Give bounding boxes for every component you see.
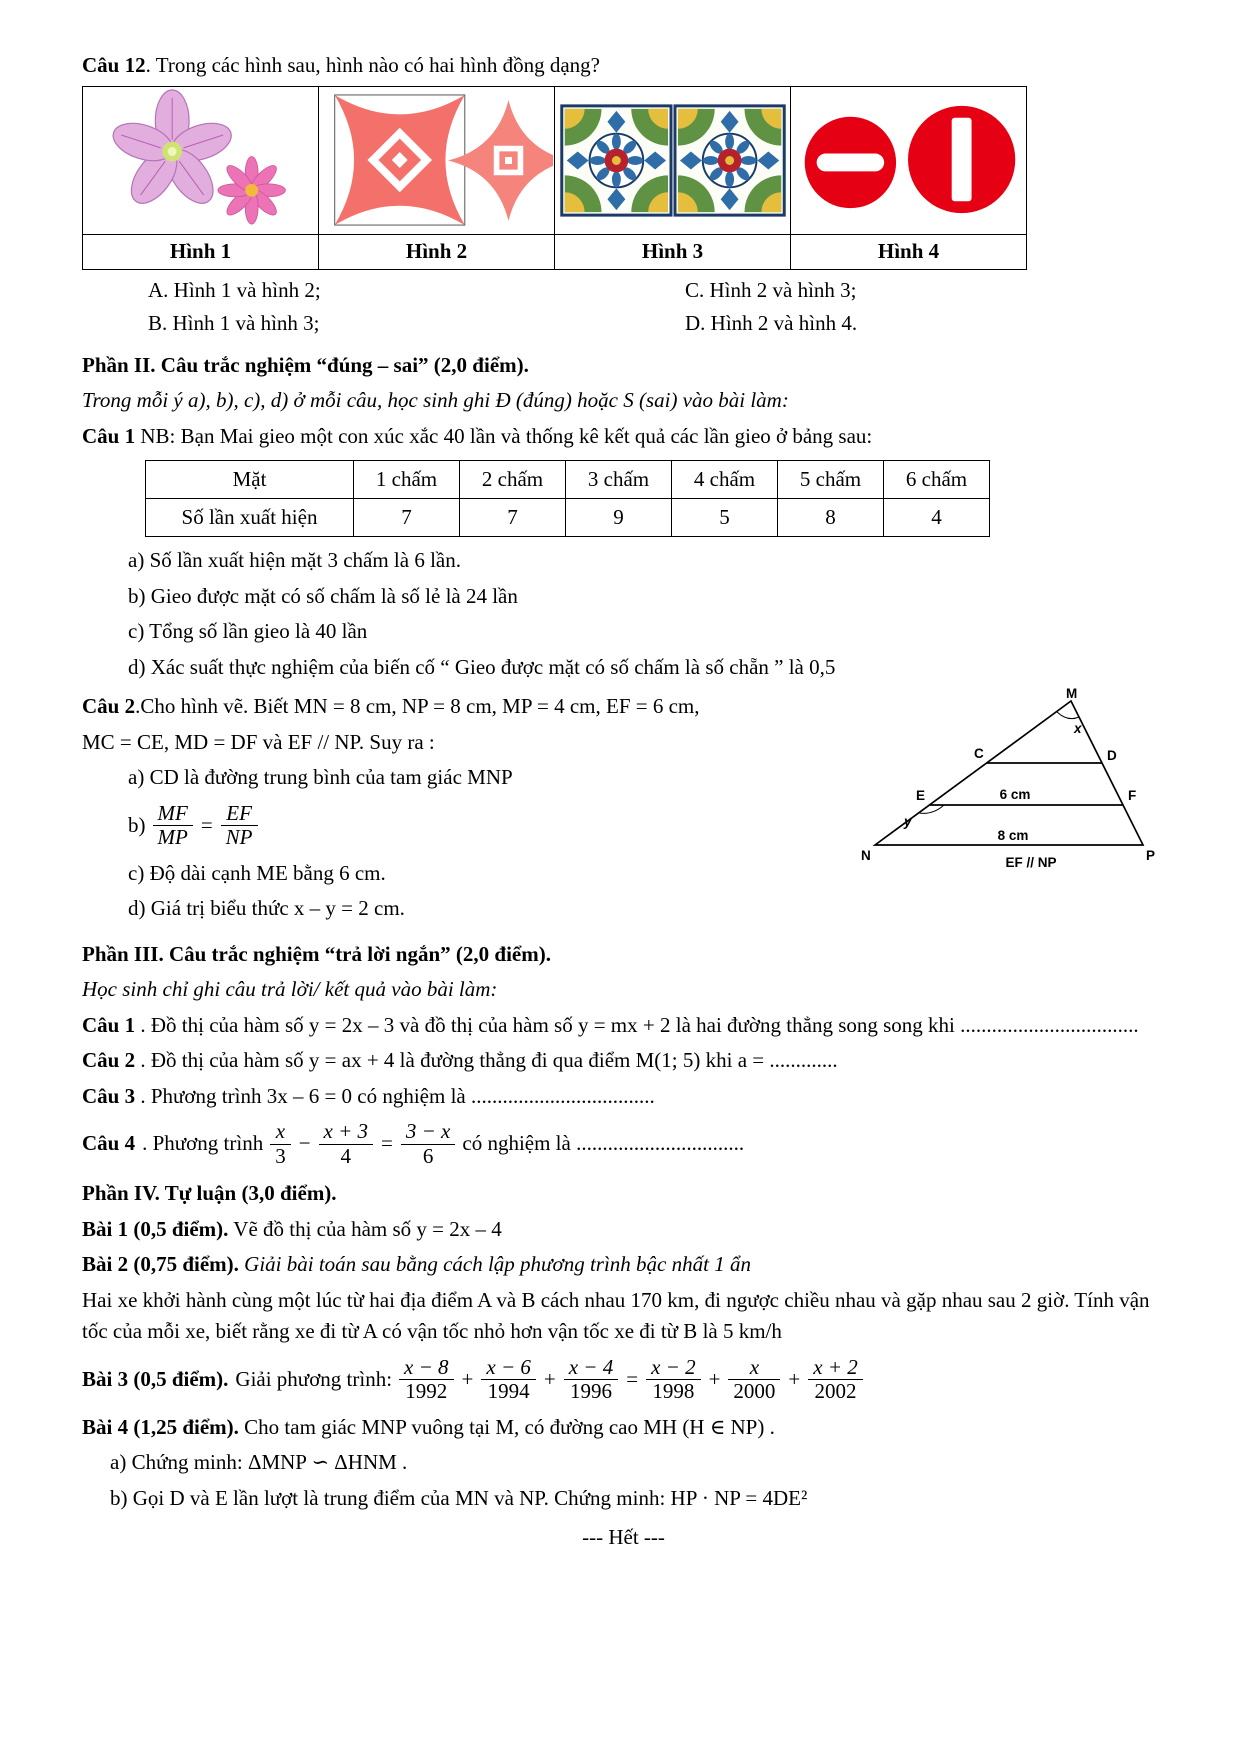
fraction-term-1: $\frac{x - 8}{1992}$ — [399, 1356, 454, 1404]
label-x: x — [1074, 721, 1082, 736]
figure-1-cell — [83, 86, 319, 234]
bai2-subtitle: Giải bài toán sau bằng cách lập phương trình bậc nhất 1 ẩn — [238, 1252, 751, 1277]
large-pinwheel — [335, 94, 465, 224]
dice-frequency-table — [145, 460, 990, 537]
figure-4-cell — [791, 86, 1027, 234]
fraction-3x-6: $\frac{3 - x}{6}$ — [401, 1120, 456, 1168]
phan2-cau2-block — [82, 687, 1165, 929]
phan2-cau1 — [82, 421, 1165, 453]
cau12-question — [82, 50, 1165, 82]
figure-3-caption: Hình 3 — [555, 234, 791, 269]
small-pinwheel — [448, 100, 553, 221]
cau2-item-d: d) Giá trị biểu thức x – y = 2 cm. — [128, 896, 405, 921]
label-N: N — [861, 848, 871, 863]
triangle-diagram — [853, 687, 1165, 877]
plus-sign: + — [543, 1366, 556, 1391]
bai1-label: Bài 1 (0,5 điểm). — [82, 1216, 229, 1241]
dice-value-2: 7 — [460, 499, 566, 537]
dice-header-6: 6 chấm — [884, 461, 990, 499]
dice-header-5: 5 chấm — [778, 461, 884, 499]
cau1-item-a: a) Số lần xuất hiện mặt 3 chấm là 6 lần. — [128, 548, 461, 572]
fraction-term-2: $\frac{x - 6}{1994}$ — [481, 1356, 536, 1404]
bai2-label: Bài 2 (0,75 điểm). — [82, 1252, 239, 1277]
bai3-pre: Giải phương trình: — [235, 1366, 393, 1391]
figure-2-caption: Hình 2 — [319, 234, 555, 269]
flowers-image — [84, 88, 317, 233]
cau12-label: Câu 12 — [82, 53, 146, 77]
cau1-item-c: c) Tổng số lần gieo là 40 lần — [128, 619, 368, 643]
phan3-cau3-text: . Phương trình 3x – 6 = 0 có nghiệm là ................................... — [135, 1083, 655, 1108]
phan2-cau2-text: .Cho hình vẽ. Biết MN = 8 cm, NP = 8 cm, MP = 4 cm, EF = 6 cm, — [135, 694, 700, 718]
phan3-cau4 — [82, 1120, 1165, 1168]
phan3-cau4-pre: . Phương trình — [142, 1131, 264, 1156]
phan2-instruction: Trong mỗi ý a), b), c), d) ở mỗi câu, học sinh ghi Đ (đúng) hoặc S (sai) vào bài làm: — [82, 388, 789, 412]
bai4-label: Bài 4 (1,25 điểm). — [82, 1414, 239, 1439]
option-d: D. Hình 2 và hình 4. — [685, 311, 858, 335]
cau2-item-b-label: b) — [128, 812, 146, 837]
minus-sign: − — [298, 1131, 311, 1156]
bai4-heading — [82, 1412, 1165, 1444]
phan3-title: Phần III. Câu trắc nghiệm “trả lời ngắn” (2,0 điểm). — [82, 941, 551, 966]
phan3-cau3 — [82, 1081, 1165, 1113]
dice-value-3: 9 — [566, 499, 672, 537]
option-a: A. Hình 1 và hình 2; — [148, 277, 321, 302]
dice-table-value-row — [146, 499, 990, 537]
fraction-x-3: $\frac{x}{3}$ — [270, 1120, 291, 1168]
bai1 — [82, 1214, 1165, 1246]
cau1-item-d: d) Xác suất thực nghiệm của biến cố “ Gieo được mặt có số chấm là số chẵn ” là 0,5 — [128, 654, 836, 679]
dice-value-6: 4 — [884, 499, 990, 537]
figure-3-cell — [555, 86, 791, 234]
pinwheel-stars-image — [320, 88, 553, 233]
figure-1-caption: Hình 1 — [83, 234, 319, 269]
equals-sign: = — [381, 1131, 393, 1156]
dice-header-3: 3 chấm — [566, 461, 672, 499]
plus-sign: + — [708, 1366, 721, 1391]
dice-table-header-row — [146, 461, 990, 499]
fraction-term-6: $\frac{x + 2}{2002}$ — [808, 1356, 863, 1404]
fraction-ef-np: $\frac{EF}{NP}$ — [221, 802, 258, 850]
label-ef-length: 6 cm — [999, 787, 1031, 802]
phan2-cau1-label: Câu 1 — [82, 423, 136, 448]
bai4-text: Cho tam giác MNP vuông tại M, có đường cao MH (H ∈ NP) . — [238, 1414, 775, 1439]
bai3-label: Bài 3 (0,5 điểm). — [82, 1366, 229, 1391]
large-flower — [108, 89, 236, 210]
phan2-cau1-text: NB: Bạn Mai gieo một con xúc xắc 40 lần và thống kê kết quả các lần gieo ở bảng sau: — [135, 423, 873, 448]
no-entry-signs-image — [792, 88, 1025, 233]
figure-4-caption: Hình 4 — [791, 234, 1027, 269]
equals-sign: = — [200, 812, 213, 837]
dice-value-5: 8 — [778, 499, 884, 537]
cau12-text: . Trong các hình sau, hình nào có hai hình đồng dạng? — [145, 53, 600, 77]
phan3-cau2-label: Câu 2 — [82, 1048, 136, 1073]
phan3-cau1 — [82, 1010, 1165, 1042]
phan3-cau2 — [82, 1045, 1165, 1077]
phan2-title: Phần II. Câu trắc nghiệm “đúng – sai” (2,0 điểm). — [82, 352, 529, 377]
phan3-cau4-post: có nghiệm là ................................ — [462, 1131, 745, 1156]
dice-header-mat: Mặt — [146, 461, 354, 499]
label-M: M — [1066, 687, 1078, 701]
fraction-term-5: $\frac{x}{2000}$ — [728, 1356, 780, 1404]
bai4-item-b: b) Gọi D và E lần lượt là trung điểm của MN và NP. Chứng minh: HP · NP = 4DE² — [110, 1485, 808, 1510]
fraction-x3-4: $\frac{x + 3}{4}$ — [319, 1120, 374, 1168]
phan3-cau2-text: . Đồ thị của hàm số y = ax + 4 là đường thẳng đi qua điểm M(1; 5) khi a = ............. — [135, 1048, 838, 1073]
phan4-title: Phần IV. Tự luận (3,0 điểm). — [82, 1181, 337, 1206]
label-parallel-note: EF // NP — [1005, 855, 1057, 870]
option-c: C. Hình 2 và hình 3; — [685, 277, 857, 302]
phan3-cau1-label: Câu 1 — [82, 1012, 136, 1037]
cau2-item-c: c) Độ dài cạnh ME bằng 6 cm. — [128, 860, 386, 885]
label-y: y — [904, 814, 912, 829]
label-E: E — [916, 788, 926, 803]
fraction-term-4: $\frac{x - 2}{1998}$ — [646, 1356, 701, 1404]
cau1-item-b: b) Gieo được mặt có số chấm là số lẻ là 24 lần — [128, 583, 518, 608]
figure-2-cell — [319, 86, 555, 234]
fraction-term-3: $\frac{x - 4}{1996}$ — [564, 1356, 619, 1404]
label-np-length: 8 cm — [997, 828, 1029, 843]
phan3-instruction: Học sinh chỉ ghi câu trả lời/ kết quả vào bài làm: — [82, 977, 498, 1002]
label-F: F — [1128, 788, 1137, 803]
bai3 — [82, 1356, 1165, 1404]
figure-caption-row — [83, 234, 1027, 269]
bai1-text: Vẽ đồ thị của hàm số y = 2x – 4 — [228, 1216, 502, 1241]
phan2-cau2-line2: MC = CE, MD = DF và EF // NP. Suy ra : — [82, 729, 435, 754]
fraction-mf-mp: $\frac{MF}{MP}$ — [153, 802, 193, 850]
phan2-cau2-label: Câu 2 — [82, 694, 136, 718]
cau12-options — [82, 275, 1165, 340]
bai2-body: Hai xe khởi hành cùng một lúc từ hai địa điểm A và B cách nhau 170 km, đi ngược chiều nhau và gặp nhau sau 2 giờ. Tính vận tốc của mỗi xe, biết rằng xe đi từ A có vận tốc nhỏ hơn vận tốc xe đi từ B là 5 km/h — [82, 1287, 1150, 1344]
cau2-item-a: a) CD là đường trung bình của tam giác MNP — [128, 765, 513, 789]
dice-value-1: 7 — [354, 499, 460, 537]
figure-image-row — [83, 86, 1027, 234]
ornamental-tiles-image — [556, 88, 789, 233]
dice-header-2: 2 chấm — [460, 461, 566, 499]
cau12-figure-table — [82, 86, 1027, 270]
equals-sign: = — [626, 1366, 639, 1391]
label-C: C — [974, 746, 984, 761]
label-D: D — [1107, 748, 1117, 763]
dice-header-1: 1 chấm — [354, 461, 460, 499]
plus-sign: + — [461, 1366, 474, 1391]
cau2-item-b — [82, 802, 843, 850]
end-marker: --- Hết --- — [582, 1525, 665, 1550]
dice-value-4: 5 — [672, 499, 778, 537]
dice-header-4: 4 chấm — [672, 461, 778, 499]
label-P: P — [1146, 848, 1156, 863]
bai2-heading — [82, 1249, 1165, 1281]
dice-row-label: Số lần xuất hiện — [146, 499, 354, 537]
bai4-item-a: a) Chứng minh: ΔMNP ∽ ΔHNM . — [110, 1450, 408, 1475]
plus-sign: + — [788, 1366, 801, 1391]
option-b: B. Hình 1 và hình 3; — [148, 311, 320, 335]
small-flower — [218, 156, 286, 224]
phan3-cau1-text: . Đồ thị của hàm số y = 2x – 3 và đồ thị của hàm số y = mx + 2 là hai đường thẳng song song khi .................................. — [135, 1012, 1139, 1037]
phan3-cau4-label: Câu 4 — [82, 1131, 136, 1156]
phan3-cau3-label: Câu 3 — [82, 1083, 136, 1108]
